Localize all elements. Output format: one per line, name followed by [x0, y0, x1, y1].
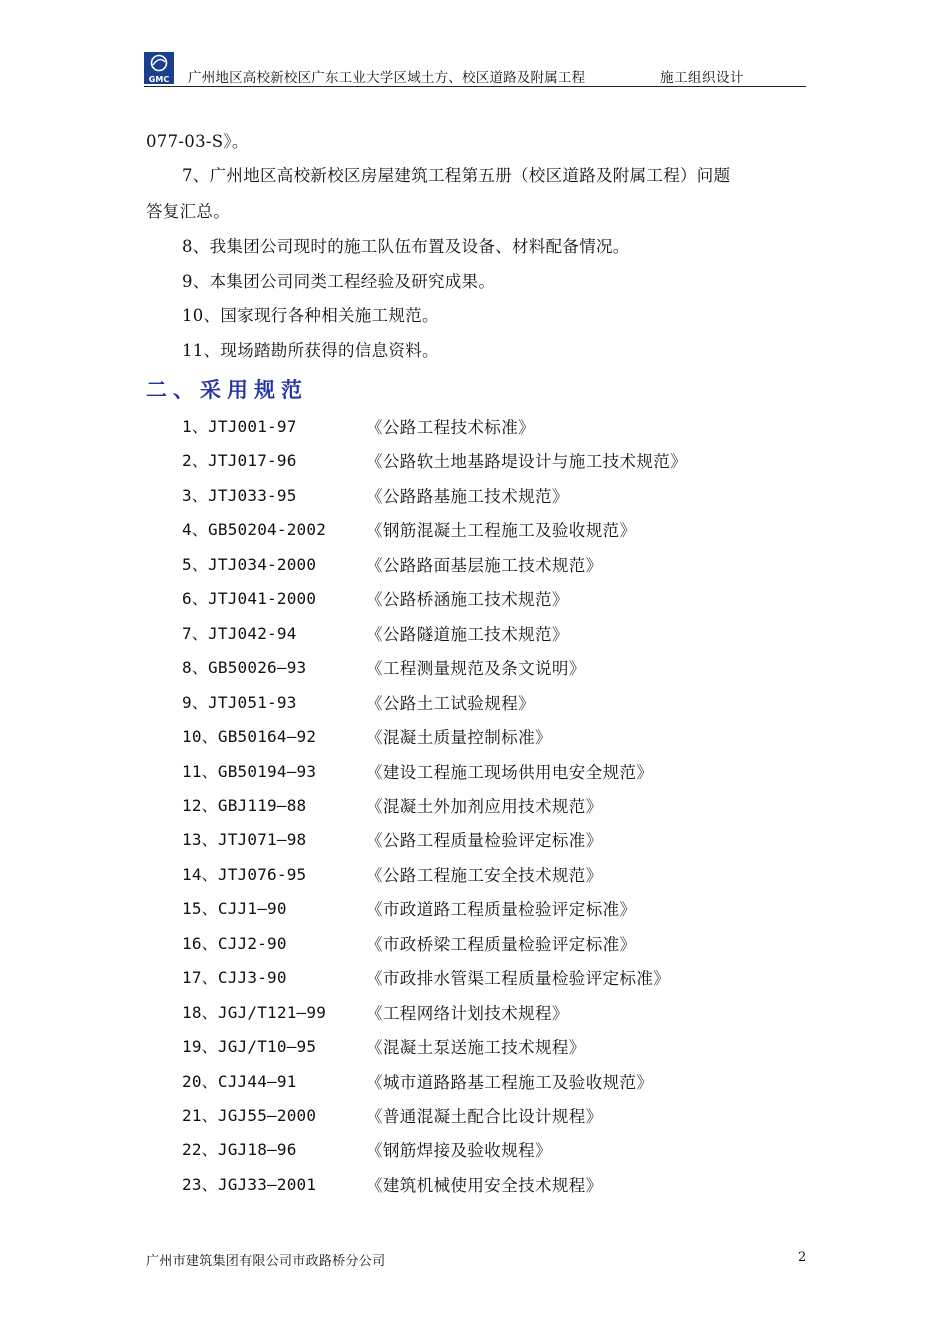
- standard-title: 《公路工程技术标准》: [366, 418, 535, 437]
- standard-title: 《公路工程质量检验评定标准》: [366, 831, 603, 851]
- header-project-title: 广州地区高校新校区广东工业大学区域土方、校区道路及附属工程: [188, 70, 586, 86]
- standard-title: 《公路软土地基路堤设计与施工技术规范》: [366, 452, 688, 472]
- standard-code: 23、JGJ33—2001: [182, 1174, 317, 1194]
- standard-title: 《混凝土质量控制标准》: [366, 728, 552, 748]
- standard-title: 《公路路基施工技术规范》: [366, 486, 569, 506]
- standard-title: 《工程测量规范及条文说明》: [366, 659, 586, 679]
- standard-code: 14、JTJ076-95: [182, 864, 307, 884]
- standard-title: 《公路桥涵施工技术规范》: [366, 590, 569, 610]
- standard-title: 《混凝土泵送施工技术规程》: [366, 1038, 586, 1058]
- standard-title: 《公路工程施工安全技术规范》: [366, 865, 603, 885]
- footer-company: 广州市建筑集团有限公司市政路桥分公司: [146, 1254, 386, 1269]
- standard-title: 《市政排水管渠工程质量检验评定标准》: [366, 969, 671, 989]
- standard-code: 12、GBJ119—88: [182, 795, 307, 815]
- standard-title: 《市政桥梁工程质量检验评定标准》: [366, 934, 637, 954]
- company-logo-icon: [144, 52, 174, 84]
- standard-title: 《公路路面基层施工技术规范》: [366, 555, 603, 575]
- standard-title: 《市政道路工程质量检验评定标准》: [366, 900, 637, 920]
- standard-title: 《钢筋焊接及验收规程》: [366, 1141, 552, 1161]
- standard-title: 《钢筋混凝土工程施工及验收规范》: [366, 521, 637, 541]
- paragraph-item-9: 9、本集团公司同类工程经验及研究成果。: [182, 272, 496, 291]
- standard-code: 10、GB50164—92: [182, 727, 317, 747]
- standard-code: 19、JGJ/T10—95: [182, 1037, 317, 1057]
- paragraph-item-11: 11、现场踏勘所获得的信息资料。: [182, 341, 439, 360]
- page-number: 2: [798, 1250, 807, 1265]
- standard-code: 4、GB50204-2002: [182, 520, 327, 540]
- page-header: [144, 52, 806, 87]
- paragraph-item-8: 8、我集团公司现时的施工队伍布置及设备、材料配备情况。: [182, 237, 630, 256]
- standard-code: 8、GB50026—93: [182, 658, 307, 678]
- standard-code: 17、CJJ3-90: [182, 968, 287, 988]
- standard-title: 《建筑机械使用安全技术规程》: [366, 1175, 603, 1195]
- section-heading: 二、采用规范: [146, 378, 308, 402]
- standard-code: 22、JGJ18—96: [182, 1140, 297, 1160]
- standard-code: 20、CJJ44—91: [182, 1071, 297, 1091]
- standard-title: 《工程网络计划技术规程》: [366, 1003, 569, 1023]
- paragraph-item-10: 10、国家现行各种相关施工规范。: [182, 306, 439, 325]
- standard-code: 6、JTJ041-2000: [182, 589, 317, 609]
- header-document-type: 施工组织设计: [660, 70, 744, 86]
- standard-code: 18、JGJ/T121—99: [182, 1002, 327, 1022]
- logo-text: GMC: [148, 75, 170, 84]
- standard-code: 16、CJJ2-90: [182, 933, 287, 953]
- standard-code: 2、JTJ017-96: [182, 451, 297, 471]
- standard-title: 《混凝土外加剂应用技术规范》: [366, 796, 603, 816]
- standard-title: 《城市道路路基工程施工及验收规范》: [366, 1072, 654, 1092]
- standard-title: 《普通混凝土配合比设计规程》: [366, 1107, 603, 1126]
- standard-code: 13、JTJ071—98: [182, 830, 307, 850]
- paragraph-continuation: 077-03-S》。: [146, 132, 249, 151]
- standard-code: 21、JGJ55—2000: [182, 1106, 317, 1125]
- standard-code: 3、JTJ033-95: [182, 485, 297, 505]
- standard-code: 11、GB50194—93: [182, 761, 317, 781]
- standard-code: 7、JTJ042-94: [182, 623, 297, 643]
- standard-code: 5、JTJ034-2000: [182, 554, 317, 574]
- standard-code: 15、CJJ1—90: [182, 899, 287, 919]
- standard-code: 9、JTJ051-93: [182, 692, 297, 712]
- standard-title: 《公路隧道施工技术规范》: [366, 624, 569, 644]
- standard-code: 1、JTJ001-97: [182, 417, 297, 436]
- standard-title: 《建设工程施工现场供用电安全规范》: [366, 762, 654, 782]
- paragraph-item-7-continued: 答复汇总。: [146, 202, 230, 221]
- standard-title: 《公路土工试验规程》: [366, 693, 535, 713]
- paragraph-item-7: 7、广州地区高校新校区房屋建筑工程第五册（校区道路及附属工程）问题: [182, 166, 731, 185]
